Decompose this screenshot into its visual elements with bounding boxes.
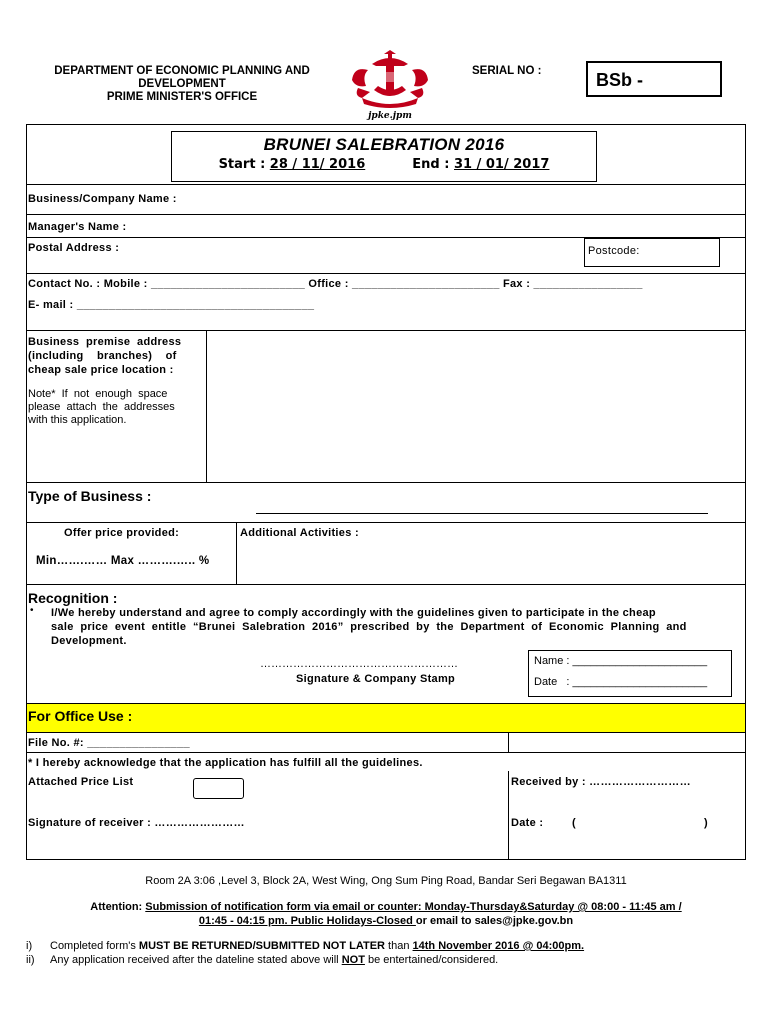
min-max-field[interactable]: Min…….…… Max ……….….. % xyxy=(36,555,210,567)
email-link[interactable]: or email to sales@jpke.gov.bn xyxy=(415,915,574,927)
divider xyxy=(236,522,237,584)
date-paren-open[interactable]: ( xyxy=(572,817,576,829)
received-by-field[interactable]: Received by : ……………………… xyxy=(511,776,691,788)
file-number-field[interactable]: File No. #: ________________ xyxy=(28,737,190,749)
divider xyxy=(27,732,745,733)
divider xyxy=(27,752,745,753)
office-date-label: Date : xyxy=(511,817,544,829)
premise-address-input[interactable] xyxy=(208,332,744,480)
divider xyxy=(206,331,207,482)
event-title: BRUNEI SALEBRATION 2016 xyxy=(263,135,505,154)
event-dates: Start : 28 / 11/ 2016 End : 31 / 01/ 2017 xyxy=(218,157,550,172)
office-use-heading: For Office Use : xyxy=(28,708,133,724)
type-of-business-line[interactable] xyxy=(256,513,708,514)
divider xyxy=(508,732,509,752)
email-field[interactable]: E- mail : _____________________________________ xyxy=(28,299,315,311)
business-name-field[interactable]: Business/Company Name : xyxy=(28,193,177,205)
logo-caption: jpke.jpm xyxy=(368,111,412,121)
divider xyxy=(27,703,745,704)
instruction-item: ii) Any application received after the dateline stated above will NOT be entertained/considered. xyxy=(26,954,499,966)
crest-logo xyxy=(344,50,436,122)
divider xyxy=(27,330,745,331)
postcode-label: Postcode: xyxy=(588,245,640,257)
bullet-icon: • xyxy=(30,605,34,616)
additional-activities-label[interactable]: Additional Activities : xyxy=(240,527,359,539)
attention-note: Attention: Submission of notification form via email or counter: Monday-Thursday&Saturday @ 08:00 - 11:45 am / 01:45 - 04:15 pm. Public Holidays-Closed or email to sales@jpke.gov.bn xyxy=(90,901,682,927)
contact-field[interactable]: Contact No. : Mobile : ________________________ Office : _______________________ Fax : _________________ xyxy=(28,278,643,290)
premise-address-label: Business premise address (including branches) of cheap sale price location : xyxy=(28,336,182,376)
instructions-list xyxy=(26,939,746,967)
receiver-signature-field[interactable]: Signature of receiver : …………………… xyxy=(28,817,245,829)
manager-name-field[interactable]: Manager's Name : xyxy=(28,221,127,233)
postal-address-field[interactable]: Postal Address : xyxy=(28,242,120,254)
serial-label: SERIAL NO : xyxy=(472,65,542,77)
attached-price-list-label: Attached Price List xyxy=(28,776,134,788)
recognition-statement: I/We hereby understand and agree to comply accordingly with the guidelines given to participate in the cheap sale price event entitle “Brunei Salebration 2016” prescribed by the Department of Economic Planning and Development. xyxy=(51,607,687,647)
office-use-banner xyxy=(27,704,745,732)
department-name: DEPARTMENT OF ECONOMIC PLANNING AND DEVELOPMENT PRIME MINISTER'S OFFICE xyxy=(54,65,310,103)
acknowledge-statement: * I hereby acknowledge that the application has fulfill all the guidelines. xyxy=(28,757,423,769)
divider xyxy=(27,482,745,483)
instruction-item: i) Completed form's MUST BE RETURNED/SUBMITTED NOT LATER than 14th November 2016 @ 04:00pm. xyxy=(26,940,585,952)
type-of-business-label: Type of Business : xyxy=(28,488,152,504)
office-address: Room 2A 3:06 ,Level 3, Block 2A, West Wing, Ong Sum Ping Road, Bandar Seri Begawan BA1311 xyxy=(145,875,627,887)
serial-number-value: BSb - xyxy=(596,70,643,90)
divider xyxy=(27,522,745,523)
recognition-heading: Recognition : xyxy=(28,590,118,606)
end-date: 31 / 01/ 2017 xyxy=(454,157,550,172)
divider xyxy=(508,771,509,860)
signature-label: Signature & Company Stamp xyxy=(296,673,456,685)
date-field[interactable]: Date : ______________________ xyxy=(534,676,708,688)
divider xyxy=(27,273,745,274)
premise-note: Note* If not enough space please attach the addresses with this application. xyxy=(28,388,175,426)
divider xyxy=(27,584,745,585)
date-paren-close[interactable]: ) xyxy=(704,817,708,829)
attached-price-list-checkbox[interactable] xyxy=(193,778,244,799)
divider xyxy=(27,214,745,215)
divider xyxy=(27,184,745,185)
name-field[interactable]: Name : ______________________ xyxy=(534,655,708,667)
start-date: 28 / 11/ 2016 xyxy=(269,157,366,172)
offer-price-label: Offer price provided: xyxy=(64,527,180,539)
signature-dots[interactable]: ……………………………………………… xyxy=(260,658,458,670)
